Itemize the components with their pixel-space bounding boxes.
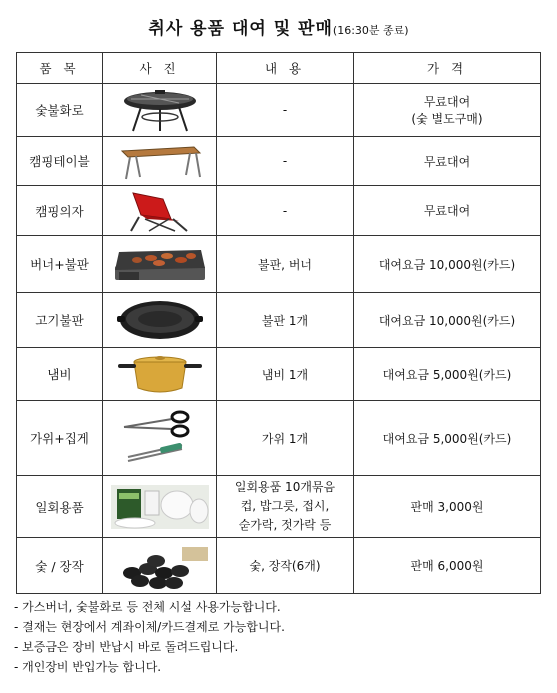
item-name: 숯불화로	[17, 84, 103, 137]
title-subtitle: (16:30분 종료)	[332, 24, 409, 37]
item-price: 판매 3,000원	[354, 476, 541, 538]
table-row	[17, 293, 541, 348]
item-name: 버너+불판	[17, 236, 103, 293]
charcoal-briquettes-icon	[110, 543, 210, 589]
item-content: 불판, 버너	[217, 236, 354, 293]
item-content: -	[217, 84, 354, 137]
note-item: - 가스버너, 숯불화로 등 전체 시설 사용가능합니다.	[14, 600, 281, 614]
item-content: 냄비 1개	[217, 348, 354, 401]
item-price: 대여요금 10,000원(카드)	[354, 236, 541, 293]
price-label: 무료대여	[423, 95, 471, 109]
content-line: 일회용품 10개묶음	[234, 480, 336, 494]
table-row	[17, 348, 541, 401]
note-item: - 개인장비 반입가능 합니다.	[14, 660, 162, 674]
table-row	[17, 401, 541, 476]
rental-table	[16, 52, 541, 594]
item-content: 가위 1개	[217, 401, 354, 476]
item-name: 고기불판	[17, 293, 103, 348]
item-name: 일회용품	[17, 476, 103, 538]
item-name: 냄비	[17, 348, 103, 401]
table-row	[17, 476, 541, 538]
disposable-items-icon	[109, 481, 211, 533]
item-price: 대여요금 5,000원(카드)	[354, 401, 541, 476]
item-photo	[103, 538, 217, 594]
header-item: 품 목	[17, 53, 103, 84]
item-price: 무료대여	[354, 186, 541, 236]
table-row	[17, 538, 541, 594]
item-photo	[103, 236, 217, 293]
item-photo	[103, 137, 217, 186]
item-content: 숯, 장작(6개)	[217, 538, 354, 594]
price-note: (숯 별도구매)	[411, 112, 483, 126]
item-name: 캠핑테이블	[17, 137, 103, 186]
content-line: 숟가락, 젓가락 등	[238, 518, 332, 532]
note-item: - 보증금은 장비 반납시 바로 돌려드립니다.	[14, 640, 239, 654]
burner-grill-icon	[111, 242, 209, 286]
item-photo	[103, 348, 217, 401]
item-price: 대여요금 10,000원(카드)	[354, 293, 541, 348]
title-main: 취사 용품 대여 및 판매	[148, 19, 333, 39]
table-row	[17, 84, 541, 137]
camping-chair-icon	[115, 189, 205, 233]
meat-grill-pan-icon	[115, 298, 205, 342]
item-price	[354, 84, 541, 137]
header-photo: 사 진	[103, 53, 217, 84]
camping-table-icon	[114, 141, 206, 181]
item-price: 대여요금 5,000원(카드)	[354, 348, 541, 401]
pot-icon	[114, 352, 206, 396]
scissors-tongs-icon	[120, 405, 200, 471]
item-content	[217, 476, 354, 538]
item-name: 캠핑의자	[17, 186, 103, 236]
charcoal-grill-icon	[111, 87, 209, 133]
page-title	[0, 14, 557, 39]
note-item: - 결재는 현장에서 계좌이체/카드결제로 가능합니다.	[14, 620, 285, 634]
item-photo	[103, 401, 217, 476]
content-line: 컵, 밥그릇, 접시,	[240, 499, 330, 513]
item-photo	[103, 293, 217, 348]
item-content: -	[217, 186, 354, 236]
header-price: 가 격	[354, 53, 541, 84]
notes-list	[14, 597, 285, 677]
item-price: 무료대여	[354, 137, 541, 186]
item-name: 가위+집게	[17, 401, 103, 476]
header-content: 내 용	[217, 53, 354, 84]
item-name: 숯 / 장작	[17, 538, 103, 594]
item-content: 불판 1개	[217, 293, 354, 348]
item-photo	[103, 84, 217, 137]
table-row	[17, 236, 541, 293]
table-row	[17, 137, 541, 186]
item-photo	[103, 186, 217, 236]
item-price: 판매 6,000원	[354, 538, 541, 594]
item-content: -	[217, 137, 354, 186]
item-photo	[103, 476, 217, 538]
table-row	[17, 186, 541, 236]
table-header-row	[17, 53, 541, 84]
